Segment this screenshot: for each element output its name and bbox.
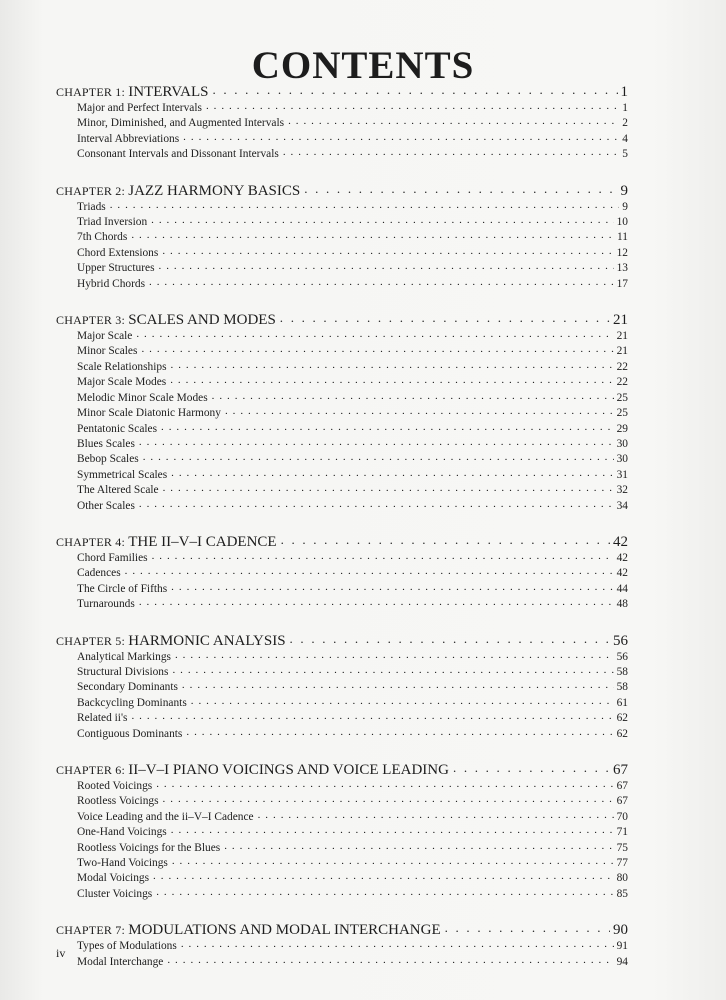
section-title: Minor Scales [77,345,138,358]
section-title: One-Hand Voicings [77,826,167,839]
chapter-page-number: 1 [620,84,628,100]
section-title: Cluster Voicings [77,887,153,900]
chapter-block [56,632,628,742]
section-title: Secondary Dominants [77,681,178,694]
dot-leader [156,777,613,792]
dot-leader [139,595,614,610]
section-title: Rootless Voicings for the Blues [77,841,221,854]
page-title: CONTENTS [251,44,475,87]
dot-leader [131,709,613,724]
chapter-prefix: CHAPTER 2: [56,183,126,198]
section-title: Consonant Intervals and Dissonant Intervals [77,148,279,161]
chapter-label [56,83,212,101]
chapter-title: HARMONIC ANALYSIS [128,632,286,649]
dot-leader [172,663,613,678]
section-page-number: 21 [616,330,628,343]
chapter-page-number: 67 [613,762,628,778]
section-page-number: 4 [622,132,628,145]
section-title: Structural Divisions [77,665,169,678]
chapter-title: INTERVALS [128,84,209,100]
section-title: Modal Interchange [77,955,164,968]
dot-leader [172,854,614,869]
dot-leader [170,373,613,388]
section-page-number: 5 [622,148,628,161]
section-title: Bebop Scales [77,453,139,466]
section-page-number: 70 [616,810,628,823]
chapter-block [56,921,628,970]
section-entry[interactable] [56,727,628,742]
section-title: Modal Voicings [77,872,150,885]
dot-leader [281,531,610,549]
dot-leader [162,244,613,259]
dot-leader [304,180,617,198]
section-page-number: 25 [616,391,628,404]
section-page-number: 42 [616,551,628,564]
section-page-number: 77 [616,857,628,870]
section-title: Voice Leading and the ii–V–I Cadence [77,810,254,823]
section-page-number: 25 [616,407,628,420]
section-page-number: 48 [616,598,628,611]
section-page-number: 58 [616,681,628,694]
section-page-number: 42 [616,567,628,580]
dot-leader [212,81,617,99]
section-title: Melodic Minor Scale Modes [77,391,208,404]
section-title: Types of Modulations [77,940,177,953]
chapter-prefix: CHAPTER 1: [56,85,126,99]
dot-leader [171,580,613,595]
section-entry[interactable] [56,277,628,292]
section-page-number: 91 [616,940,628,953]
dot-leader [280,309,610,327]
dot-leader [290,630,610,648]
dot-leader [212,389,614,404]
section-page-number: 2 [622,117,628,130]
section-page-number: 67 [616,780,628,792]
section-page-number: 31 [616,468,628,481]
section-page-number: 44 [616,582,628,595]
chapter-page-number: 42 [613,533,628,550]
section-page-number: 94 [616,955,628,968]
section-page-number: 12 [616,246,628,259]
section-page-number: 22 [616,360,628,373]
chapter-title: SCALES AND MODES [128,312,276,329]
dot-leader [171,823,614,838]
dot-leader [152,549,614,564]
dot-leader [159,259,614,274]
section-page-number: 71 [616,826,628,839]
section-page-number: 62 [616,727,628,740]
dot-leader [224,839,613,854]
section-title: Related ii's [77,712,128,725]
dot-leader [171,466,613,481]
chapter-page-number: 90 [613,922,628,939]
section-title: Rooted Voicings [77,780,153,792]
chapter-title: MODULATIONS AND MODAL INTERCHANGE [128,922,441,939]
section-title: Blues Scales [77,437,135,450]
dot-leader [161,420,614,435]
section-title: Rootless Voicings [77,795,159,808]
section-title: Triads [77,200,106,213]
section-page-number: 56 [616,650,628,663]
dot-leader [288,114,619,129]
dot-leader [182,678,614,693]
section-title: Pentatonic Scales [77,422,158,435]
dot-leader [206,99,619,114]
section-title: Symmetrical Scales [77,468,168,481]
dot-leader [156,885,613,900]
section-page-number: 21 [616,345,628,358]
section-page-number: 10 [616,216,628,229]
section-title: Hybrid Chords [77,277,146,290]
dot-leader [258,808,614,823]
chapter-block [56,83,628,163]
section-page-number: 11 [617,231,628,244]
section-entry[interactable] [56,955,628,970]
section-entry[interactable] [56,597,628,612]
section-title: Chord Families [77,551,148,564]
section-page-number: 29 [616,422,628,435]
section-title: Contiguous Dominants [77,727,183,740]
dot-leader [191,694,614,709]
section-page-number: 30 [616,437,628,450]
dot-leader [153,869,614,884]
chapter-prefix: CHAPTER 7: [56,923,126,938]
section-page-number: 34 [616,499,628,512]
dot-leader [167,953,613,968]
section-entry[interactable] [56,147,628,162]
dot-leader [139,497,614,512]
table-of-contents [56,83,628,989]
dot-leader [453,759,610,777]
section-page-number: 61 [616,696,628,709]
chapter-title: THE II–V–I CADENCE [128,533,277,550]
section-entry[interactable] [56,887,628,902]
chapter-page-number: 56 [613,632,628,649]
dot-leader [139,435,614,450]
chapter-block [56,182,628,292]
section-title: The Circle of Fifths [77,582,168,595]
section-page-number: 1 [622,102,628,114]
section-title: Major Scale Modes [77,376,167,389]
section-title: Two-Hand Voicings [77,857,168,870]
section-title: Minor Scale Diatonic Harmony [77,407,221,420]
chapter-page-number: 9 [620,182,628,199]
section-page-number: 62 [616,712,628,725]
section-title: Turnarounds [77,598,135,611]
dot-leader [171,358,614,373]
chapter-title: II–V–I PIANO VOICINGS AND VOICE LEADING [128,762,449,778]
dot-leader [183,130,619,145]
section-page-number: 32 [616,484,628,497]
chapter-prefix: CHAPTER 3: [56,313,126,328]
section-page-number: 75 [616,841,628,854]
dot-leader [163,792,614,807]
section-title: Major and Perfect Intervals [77,102,202,114]
dot-leader [125,564,614,579]
dot-leader [143,450,614,465]
section-page-number: 13 [616,262,628,275]
section-page-number: 67 [616,795,628,808]
page-folio: iv [56,946,66,960]
section-page-number: 58 [616,665,628,678]
section-title: 7th Chords [77,231,128,244]
section-title: The Altered Scale [77,484,159,497]
chapter-prefix: CHAPTER 4: [56,534,126,549]
chapter-block [56,311,628,514]
dot-leader [163,481,614,496]
section-title: Interval Abbreviations [77,132,180,145]
dot-leader [445,919,610,937]
dot-leader [110,198,620,213]
section-title: Analytical Markings [77,650,171,663]
section-title: Backcycling Dominants [77,696,187,709]
dot-leader [225,404,614,419]
dot-leader [283,145,619,160]
dot-leader [175,648,614,663]
dot-leader [149,275,614,290]
chapter-block [56,761,628,902]
section-title: Major Scale [77,330,133,343]
section-entry[interactable] [56,499,628,514]
section-title: Chord Extensions [77,246,159,259]
section-page-number: 30 [616,453,628,466]
dot-leader [131,228,614,243]
dot-leader [136,327,613,342]
dot-leader [181,937,614,952]
section-title: Other Scales [77,499,135,512]
section-title: Triad Inversion [77,216,148,229]
chapter-block [56,533,628,613]
dot-leader [186,725,613,740]
dot-leader [141,342,613,357]
section-page-number: 17 [616,277,628,290]
section-title: Cadences [77,567,121,580]
chapter-title: JAZZ HARMONY BASICS [128,182,301,199]
section-page-number: 80 [616,872,628,885]
chapter-prefix: CHAPTER 6: [56,763,126,777]
section-page-number: 22 [616,376,628,389]
section-title: Upper Structures [77,262,155,275]
chapter-prefix: CHAPTER 5: [56,633,126,648]
section-title: Scale Relationships [77,360,167,373]
section-page-number: 85 [616,887,628,900]
section-title: Minor, Diminished, and Augmented Intervals [77,117,285,130]
dot-leader [151,213,613,228]
chapter-page-number: 21 [613,312,628,329]
section-page-number: 9 [622,200,628,213]
